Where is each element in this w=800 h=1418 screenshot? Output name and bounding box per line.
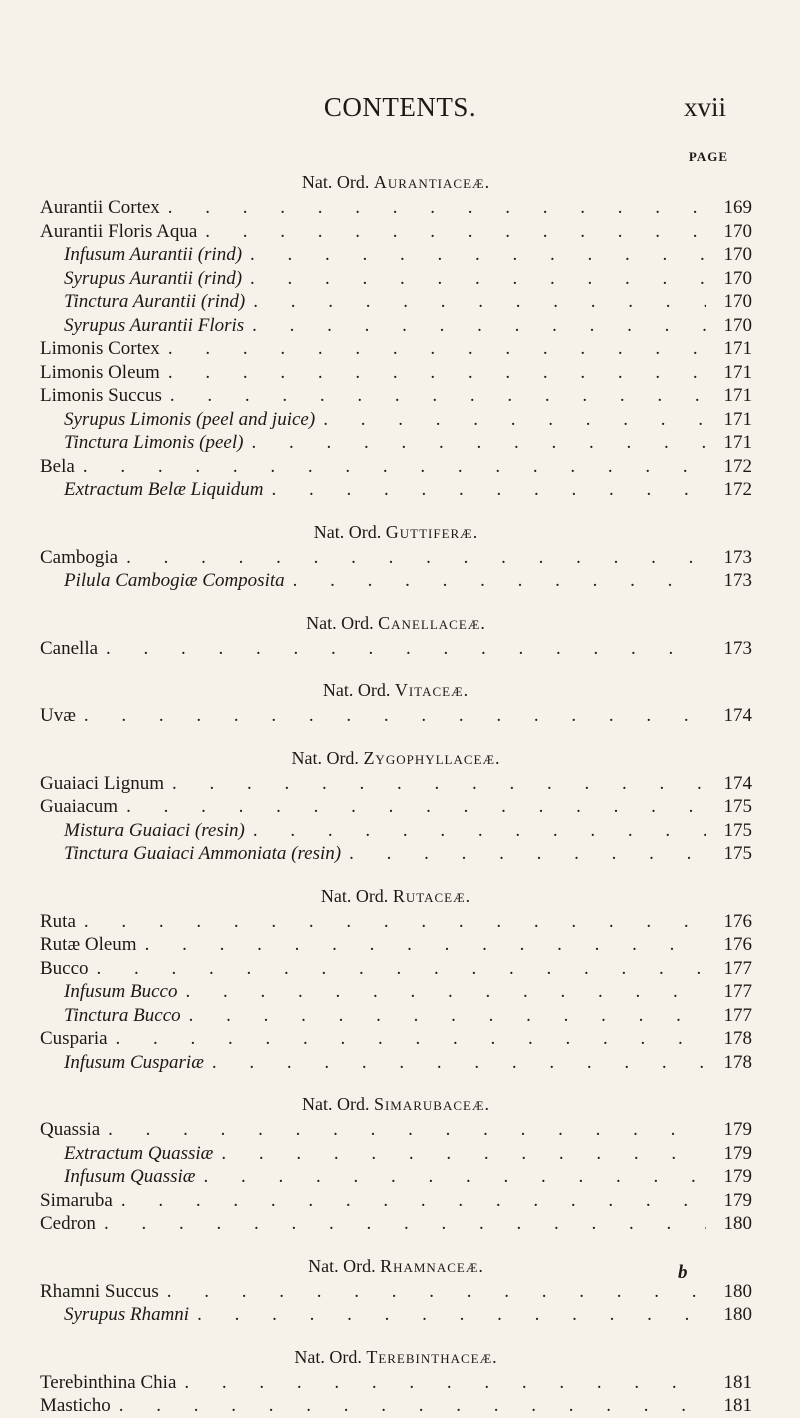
nat-ord-label: Nat. Ord. (294, 1346, 362, 1367)
dot-leader (111, 1394, 706, 1418)
dot-leader (245, 819, 706, 843)
dot-leader (137, 933, 706, 957)
entry-title: Mistura Guaiaci (resin) (64, 819, 245, 841)
family-name: Guttiferæ. (385, 521, 479, 542)
entry-page-number: 170 (723, 220, 752, 242)
section-heading (40, 518, 752, 546)
section-heading (40, 744, 752, 772)
entry-title: Canella (40, 637, 99, 659)
entry-page-number: 176 (723, 934, 752, 955)
entry-page-number: 175 (723, 796, 752, 817)
entry-page-number: 178 (723, 1028, 752, 1049)
entry-title: Infusum Quassiæ (64, 1166, 196, 1187)
toc-entry (40, 910, 752, 934)
toc-entry (40, 957, 752, 981)
entry-title: Masticho (40, 1395, 111, 1416)
nat-ord-label: Nat. Ord. (301, 1094, 370, 1114)
entry-page-number: 169 (723, 197, 752, 218)
entry-title: Tinctura Guaiaci Ammoniata (resin) (64, 843, 342, 864)
nat-ord-label: Nat. Ord. (301, 172, 370, 192)
nat-ord-label: Nat. Ord. (308, 1255, 376, 1276)
dot-leader (242, 243, 706, 267)
section-heading (40, 168, 752, 196)
entry-page-number: 178 (723, 1051, 752, 1073)
dot-leader (315, 408, 706, 432)
entry-title: Uvæ (40, 705, 76, 726)
dot-leader (108, 1027, 706, 1051)
dot-leader (113, 1189, 706, 1213)
entry-page-number: 170 (723, 267, 752, 289)
entry-page-number: 181 (723, 1371, 752, 1393)
entry-page-number: 171 (723, 432, 752, 453)
entry-title: Syrupus Limonis (peel and juice) (64, 408, 316, 430)
section-heading (40, 676, 752, 704)
entry-page-number: 171 (723, 338, 752, 359)
entry-page-number: 170 (723, 244, 752, 265)
entry-page-number: 177 (723, 981, 752, 1002)
entry-page-number: 180 (723, 1280, 752, 1302)
entry-page-number: 179 (723, 1142, 752, 1164)
toc-entry (40, 1027, 752, 1051)
dot-leader (118, 546, 706, 570)
dot-leader (75, 455, 706, 479)
dot-leader (160, 361, 706, 385)
toc-entry (40, 546, 752, 570)
entry-title: Bucco (40, 957, 89, 979)
dot-leader (341, 842, 706, 866)
entry-title: Syrupus Aurantii Floris (64, 314, 245, 336)
toc-subentry (40, 819, 752, 843)
entry-page-number: 171 (723, 408, 752, 430)
toc-entry (40, 704, 752, 728)
family-name: Terebinthaceæ. (366, 1346, 498, 1367)
entry-page-number: 172 (723, 455, 752, 477)
entry-title: Cusparia (40, 1028, 108, 1049)
entry-title: Limonis Succus (40, 385, 162, 406)
entry-page-number: 174 (723, 772, 752, 794)
entry-page-number: 173 (723, 546, 752, 568)
toc-entry (40, 361, 752, 385)
entry-title: Guaiaci Lignum (40, 772, 164, 794)
entry-title: Limonis Oleum (40, 361, 160, 383)
toc-subentry (40, 980, 752, 1004)
toc-subentry (40, 478, 752, 502)
entry-title: Pilula Cambogiæ Composita (64, 570, 285, 591)
toc-entry (40, 1371, 752, 1395)
dot-leader (204, 1051, 706, 1075)
entry-title: Tinctura Bucco (64, 1004, 181, 1026)
toc-entry (40, 384, 752, 408)
entry-page-number: 179 (723, 1119, 752, 1140)
dot-leader (263, 478, 706, 502)
entry-page-number: 175 (723, 819, 752, 841)
toc-entry (40, 455, 752, 479)
dot-leader (96, 1212, 706, 1236)
entry-page-number: 174 (723, 705, 752, 726)
nat-ord-label: Nat. Ord. (291, 747, 359, 768)
dot-leader (195, 1165, 706, 1189)
page-column-label: PAGE (688, 149, 728, 164)
dot-leader (244, 314, 706, 338)
family-name: Rutaceæ. (392, 885, 472, 906)
entry-title: Cedron (40, 1213, 96, 1234)
dot-leader (159, 1280, 706, 1304)
entry-title: Rhamni Succus (40, 1280, 159, 1302)
family-name: Simarubaceæ. (373, 1094, 491, 1114)
entry-page-number: 179 (723, 1166, 752, 1187)
dot-leader (177, 980, 706, 1004)
toc-subentry (40, 314, 752, 338)
table-of-contents (40, 168, 752, 1418)
entry-title: Simaruba (40, 1189, 113, 1211)
toc-entry (40, 1394, 752, 1418)
dot-leader (181, 1004, 706, 1028)
toc-entry (40, 196, 752, 220)
entry-page-number: 175 (723, 843, 752, 864)
toc-entry (40, 220, 752, 244)
dot-leader (162, 384, 706, 408)
toc-entry (40, 1212, 752, 1236)
entry-title: Bela (40, 455, 75, 477)
dot-leader (213, 1142, 706, 1166)
signature-mark: b (678, 1262, 688, 1283)
entry-page-number: 170 (723, 314, 752, 336)
page-title: CONTENTS. (323, 92, 477, 122)
toc-entry (40, 337, 752, 361)
entry-title: Syrupus Rhamni (64, 1304, 190, 1325)
entry-title: Terebinthina Chia (40, 1371, 177, 1393)
dot-leader (98, 637, 706, 661)
dot-leader (89, 957, 706, 981)
entry-title: Ruta (40, 910, 76, 932)
toc-subentry (40, 1142, 752, 1166)
toc-entry (40, 1280, 752, 1304)
toc-subentry (40, 267, 752, 291)
entry-title: Extractum Quassiæ (64, 1142, 214, 1164)
entry-title: Syrupus Aurantii (rind) (64, 267, 243, 289)
section-heading (40, 609, 752, 637)
entry-page-number: 177 (723, 1004, 752, 1026)
family-name: Vitaceæ. (394, 680, 470, 700)
nat-ord-label: Nat. Ord. (322, 680, 391, 700)
entry-page-number: 173 (723, 637, 752, 659)
toc-entry (40, 795, 752, 819)
entry-page-number: 176 (723, 910, 752, 932)
entry-title: Limonis Cortex (40, 338, 160, 359)
dot-leader (243, 431, 706, 455)
entry-title: Tinctura Aurantii (rind) (64, 291, 246, 312)
toc-entry (40, 637, 752, 661)
page-header (0, 92, 800, 128)
entry-title: Infusum Aurantii (rind) (64, 244, 243, 265)
toc-entry (40, 933, 752, 957)
dot-leader (285, 569, 706, 593)
family-name: Canellaceæ. (378, 612, 486, 633)
toc-subentry (40, 569, 752, 593)
dot-leader (76, 704, 706, 728)
entry-page-number: 180 (723, 1304, 752, 1325)
entry-title: Extractum Belæ Liquidum (64, 479, 264, 500)
entry-title: Aurantii Cortex (40, 197, 160, 218)
family-name: Zygophyllaceæ. (363, 747, 501, 768)
dot-leader (76, 910, 706, 934)
dot-leader (242, 267, 706, 291)
entry-title: Cambogia (40, 546, 119, 568)
dot-leader (189, 1303, 706, 1327)
entry-page-number: 171 (723, 385, 752, 406)
dot-leader (197, 220, 706, 244)
entry-page-number: 177 (723, 957, 752, 979)
entry-title: Guaiacum (40, 796, 119, 817)
section-heading (40, 882, 752, 910)
section-heading (40, 1343, 752, 1371)
toc-subentry (40, 842, 752, 866)
section-heading (40, 1252, 752, 1280)
entry-page-number: 181 (723, 1395, 752, 1416)
page-number: xvii (683, 92, 726, 122)
entry-page-number: 170 (723, 291, 752, 312)
nat-ord-label: Nat. Ord. (320, 885, 389, 906)
family-name: Rhamnaceæ. (380, 1255, 484, 1276)
dot-leader (160, 196, 706, 220)
nat-ord-label: Nat. Ord. (313, 521, 382, 542)
entry-page-number: 180 (723, 1213, 752, 1234)
toc-subentry (40, 1303, 752, 1327)
toc-subentry (40, 1004, 752, 1028)
toc-subentry (40, 408, 752, 432)
toc-entry (40, 1118, 752, 1142)
toc-subentry (40, 290, 752, 314)
nat-ord-label: Nat. Ord. (306, 612, 374, 633)
dot-leader (100, 1118, 706, 1142)
entry-title: Aurantii Floris Aqua (40, 220, 198, 242)
entry-page-number: 172 (723, 479, 752, 500)
dot-leader (164, 772, 706, 796)
entry-title: Infusum Bucco (64, 981, 178, 1002)
entry-page-number: 171 (723, 361, 752, 383)
dot-leader (160, 337, 706, 361)
dot-leader (245, 290, 706, 314)
entry-page-number: 173 (723, 570, 752, 591)
entry-title: Tinctura Limonis (peel) (64, 432, 244, 453)
toc-entry (40, 772, 752, 796)
dot-leader (118, 795, 706, 819)
toc-subentry (40, 1165, 752, 1189)
section-heading (40, 1090, 752, 1118)
entry-page-number: 179 (723, 1189, 752, 1211)
entry-title: Rutæ Oleum (40, 934, 137, 955)
toc-subentry (40, 1051, 752, 1075)
toc-subentry (40, 243, 752, 267)
toc-subentry (40, 431, 752, 455)
toc-entry (40, 1189, 752, 1213)
entry-title: Quassia (40, 1119, 101, 1140)
entry-title: Infusum Cuspariæ (64, 1051, 204, 1073)
dot-leader (176, 1371, 706, 1395)
family-name: Aurantiaceæ. (373, 172, 491, 192)
